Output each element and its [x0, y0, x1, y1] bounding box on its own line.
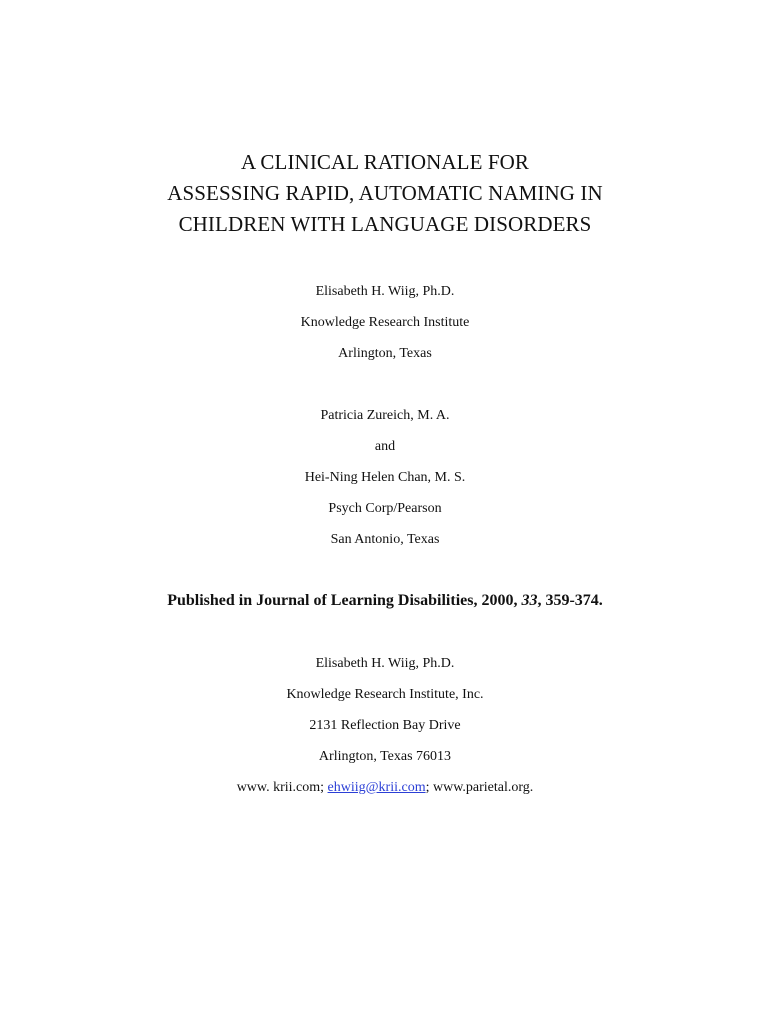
title-line-2: ASSESSING RAPID, AUTOMATIC NAMING IN: [167, 181, 603, 205]
author2-name: Patricia Zureich, M. A.: [320, 408, 450, 423]
title-line-3: CHILDREN WITH LANGUAGE DISORDERS: [178, 212, 592, 236]
contact-name: Elisabeth H. Wiig, Ph.D.: [315, 656, 455, 671]
publication-suffix: , 359-374.: [537, 592, 603, 609]
contact-web-prefix: www. krii.com;: [236, 780, 328, 795]
author-conjunction: and: [374, 439, 396, 454]
contact-web-line: [0, 780, 770, 796]
contact-email-link[interactable]: ehwiig@krii.com: [327, 780, 426, 795]
author2-location: San Antonio, Texas: [330, 532, 440, 547]
publication-citation: [0, 592, 770, 610]
contact-street: 2131 Reflection Bay Drive: [309, 718, 461, 733]
author2-org: Psych Corp/Pearson: [328, 501, 442, 516]
author1-name: Elisabeth H. Wiig, Ph.D.: [315, 284, 455, 299]
publication-prefix: Published in Journal of Learning Disabilities, 2000,: [167, 592, 522, 609]
author1-location: Arlington, Texas: [338, 346, 432, 361]
author3-name: Hei-Ning Helen Chan, M. S.: [304, 470, 466, 485]
contact-city: Arlington, Texas 76013: [318, 749, 452, 764]
contact-org: Knowledge Research Institute, Inc.: [286, 687, 484, 702]
title-line-1: A CLINICAL RATIONALE FOR: [240, 150, 530, 174]
contact-web-suffix: ; www.parietal.org.: [425, 780, 534, 795]
publication-volume: 33: [521, 592, 538, 609]
author1-org: Knowledge Research Institute: [300, 315, 470, 330]
